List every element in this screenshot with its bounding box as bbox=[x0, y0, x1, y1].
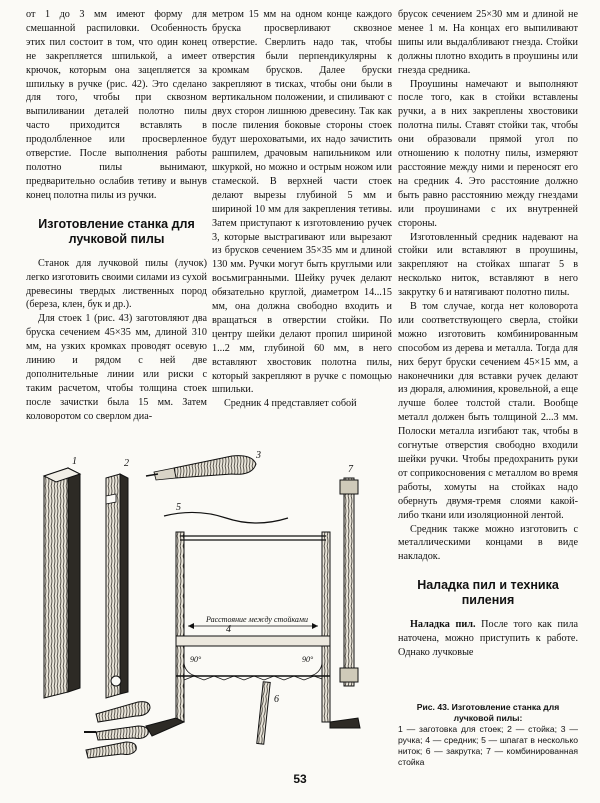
paragraph: В том случае, когда нет коловорота или соответствующего сверла, стойки можно изготовить комбинированным способом из дерева и металла. Тогда для них берут бруски сечением 45×15 мм, а наконечники для вставки ручек делают из дюраля, алюминия, кровельной, а еще лучше более толстой стали. Вообще металл должен быть толщиной 2...3 мм. Полоски металла изгибают так, чтобы в согнутые отверстия свободно входили шейки ручки. Чтобы предохранить руки от соприкосновения с металлом во время работы, хомуты на стойках надо обернуть двумя-тремя слоями какой-либо ткани или изоляционной лентой. bbox=[398, 301, 578, 521]
paragraph: Средник также можно изготовить с металлическими концами в виде накладок. bbox=[398, 523, 578, 563]
caption-title: Рис. 43. Изготовление станка для лучковой пилы: bbox=[416, 702, 560, 723]
figure-43-illustration bbox=[26, 446, 394, 764]
handle-drawing bbox=[146, 456, 256, 480]
saw-frame-drawing bbox=[146, 532, 360, 736]
paragraph: брусок сечением 25×30 мм и длиной не менее 1 м. На концах его выпиливают шипы или выдалбливают гнезда. Стойки должны плотно входить в проушины или гнезда средника. bbox=[398, 9, 578, 76]
fig-label-2: 2 bbox=[124, 458, 129, 469]
section-heading-saws: Наладка пил и техника пиления bbox=[417, 578, 559, 608]
paragraph: Станок для лучковой пилы (лучок) легко изготовить своими силами из сухой древесины твердых лиственных пород (береза, клен, бук и др.). bbox=[26, 257, 207, 311]
fig-label-7: 7 bbox=[348, 464, 353, 475]
runin-title: Наладка пил. bbox=[410, 619, 476, 631]
fig-label-4: 4 bbox=[226, 624, 231, 635]
fig-label-5: 5 bbox=[176, 502, 181, 513]
fig-label-6: 6 bbox=[274, 694, 279, 705]
paragraph: от 1 до 3 мм имеют форму для смешанной распиловки. Особенность этих пил состоит в том, что один конец не закрепляется шпилькой, а имеет крючок, которым она зацепляется за шпильку в ручке (рис. 42). Это сделано для того, чтобы при сквозном выпиливании деталей полотно пилы часто приходится вставлять в продолбленное или просверленное отверстие. После выполнения работы полотно пилы вынимают, предварительно ослабив тетиву и вынув конец полотна пилы из ручки. bbox=[26, 9, 207, 201]
paragraph: Проушины намечают и выполняют после того, как в стойки вставлены ручки, а в них закреплены хвостовики полотна пилы. Ставят стойки так, чтобы они образовали прямой угол по отношению к полотну пилы, измеряют расстояние между ними и переносят его на средник 4. Это расстояние должно быть равно расстоянию между гнездами или проушинами с их внутренней стороны. bbox=[398, 78, 578, 229]
column-1 bbox=[26, 8, 207, 424]
paragraph: Изготовленный средник надевают на стойки или вставляют в проушины, закрепляют на стойках шпагат 5 в несколько ниток, вставляют в него закрутку 6 и натягивают полотно пилы. bbox=[398, 231, 578, 299]
twine-drawing bbox=[164, 512, 288, 523]
section-heading-frame: Изготовление станка для лучковой пилы bbox=[38, 216, 195, 246]
stand-drawing bbox=[106, 474, 128, 698]
angle-left: 90° bbox=[190, 655, 202, 664]
paragraph-runin bbox=[398, 618, 578, 660]
figure-caption bbox=[398, 702, 578, 768]
toggle-stick-drawing bbox=[257, 682, 270, 744]
page-number: 53 bbox=[293, 772, 307, 786]
column-3 bbox=[398, 8, 578, 660]
angle-right: 90° bbox=[302, 655, 314, 664]
blank-block-drawing bbox=[44, 468, 80, 698]
paragraph: Для стоек 1 (рис. 43) заготовляют два бруска сечением 45×35 мм, длиной 310 мм, на узких кромках проводят осевую линию и рядом с ней две дополнительные линии или риски с таким расчетом, чтобы толщина стоек после зачистки была 15 мм. Затем коловоротом со сверлом диа- bbox=[26, 313, 207, 422]
runin-text: После того как пила наточена, можно приступить к работе. Однако лучковые bbox=[398, 619, 578, 659]
paragraph: Средник 4 представляет собой bbox=[224, 398, 357, 410]
handle-detail-drawings bbox=[84, 702, 150, 758]
fig-label-1: 1 bbox=[72, 456, 77, 467]
combined-stand-drawing bbox=[340, 478, 358, 686]
fig-label-3: 3 bbox=[256, 450, 261, 461]
caption-body: 1 — заготовка для стоек; 2 — стойка; 3 — ручка; 4 — средник; 5 — шпагат в несколько ниток; 6 — закрутка; 7 — комбинированная стойка bbox=[398, 724, 578, 767]
column-2 bbox=[212, 8, 392, 411]
paragraph: метром 15 мм на одном конце каждого бруска просверливают сквозное отверстие. Сверлить надо так, чтобы отверстия были перпендикулярны к кромкам брусков. Далее бруски закрепляют в тисках, чтобы они были в вертикальном положении, и спиливают с двух сторон лишнюю древесину. Так как после пиления боковые стороны стоек будут шероховатыми, их надо зачистить рашпилем, драчовым напильником или шкуркой, но можно и острым ножом или стамеской. В верхней части стоек делают вырезы глубиной 5 мм и шириной 10 мм для закрепления тетивы. Затем приступают к изготовлению ручек 3, которые выстрагивают или вырезают из брусков сечением 35×35 мм и длиной 130 мм. Ручки могут быть круглыми или восьмигранными. Шейку ручек делают обязательно круглой, диаметром 14...15 мм, она должна свободно входить и вращаться в отверстии стойки. По центру шейки делают пропил шириной 1...2 мм, глубиной 60 мм, в него вставляют хвостовик полотна пилы, который закрепляют в ручке с помощью шпильки. bbox=[212, 9, 392, 396]
dimension-text: Расстояние между стойками bbox=[206, 615, 308, 624]
